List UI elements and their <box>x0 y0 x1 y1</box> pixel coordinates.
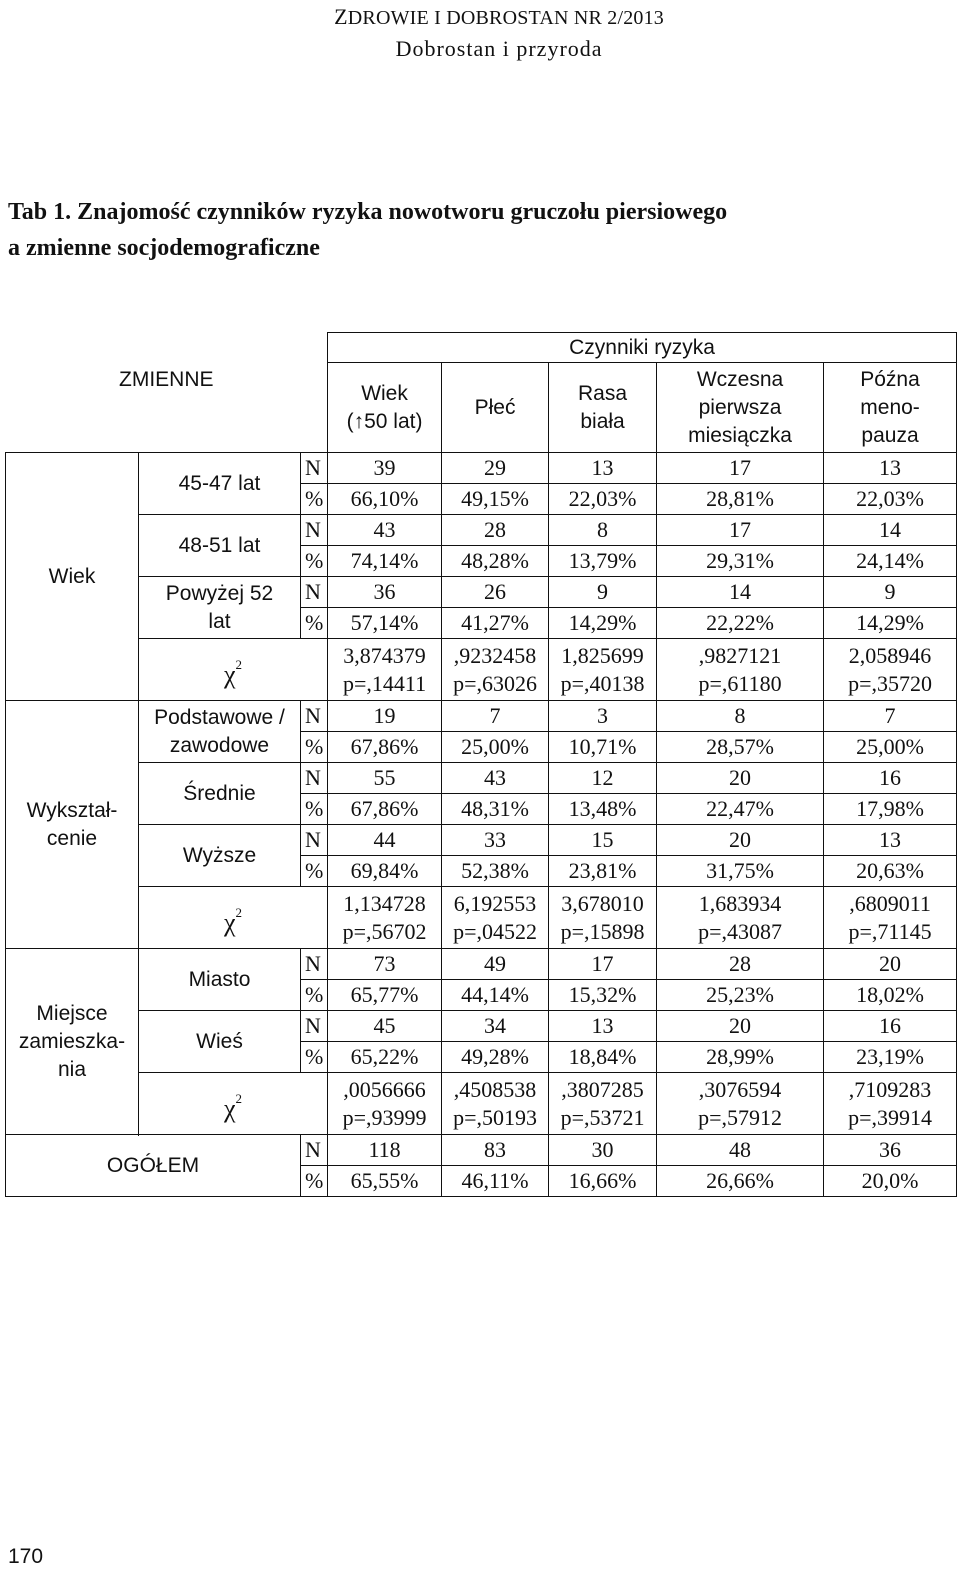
caption-line-2: a zmienne socjodemograficzne <box>8 235 320 261</box>
group-education: Wykształ- cenie <box>6 701 139 949</box>
table-row: Wykształ- cenie Podstawowe / zawodowe N 19 7 3 8 7 <box>6 701 957 732</box>
table-row: Wiek 45-47 lat N 39 29 13 17 13 <box>6 453 957 484</box>
table-row: % 67,86% 48,31% 13,48% 22,47% 17,98% <box>6 794 957 825</box>
journal-title: ZDROWIE I DOBROSTAN NR 2/2013 <box>334 4 664 29</box>
sub-age-over-52: Powyżej 52 lat <box>139 577 301 639</box>
caption-line-1: Tab 1. Znajomość czynników ryzyka nowotworu gruczołu piersiowego <box>8 199 728 225</box>
col-header-menarche: Wczesna pierwsza miesiączka <box>657 363 824 453</box>
pct-label: % <box>301 608 328 639</box>
pct-label: % <box>301 1042 328 1073</box>
n-label: N <box>301 577 328 608</box>
group-age: Wiek <box>6 453 139 701</box>
sub-education-basic: Podstawowe / zawodowe <box>139 701 301 763</box>
pct-label: % <box>301 856 328 887</box>
table-row: Średnie N 55 43 12 20 16 <box>6 763 957 794</box>
chi-square-label: $\chi^2$ <box>139 639 328 701</box>
pct-label: % <box>301 484 328 515</box>
page-number: 170 <box>8 1545 44 1568</box>
table-row: % 74,14% 48,28% 13,79% 29,31% 24,14% <box>6 546 957 577</box>
sub-residence-city: Miasto <box>139 949 301 1011</box>
table-row: % 65,22% 49,28% 18,84% 28,99% 23,19% <box>6 1042 957 1073</box>
chi-square-label: $\chi^2$ <box>139 1073 328 1135</box>
chi-square-row: $\chi^2$ 3,874379 p=,14411 ,9232458 p=,63026 1,825699 p=,40138 ,9827121 p=,61180 2,058946 p=,35720 <box>6 639 957 701</box>
header-row-1 <box>6 333 957 363</box>
group-residence: Miejsce zamieszka- nia <box>6 949 139 1135</box>
table-row: Miejsce zamieszka- nia Miasto N 73 49 17 28 20 <box>6 949 957 980</box>
n-label: N <box>301 701 328 732</box>
pct-label: % <box>301 732 328 763</box>
n-label: N <box>301 763 328 794</box>
sub-education-higher: Wyższe <box>139 825 301 887</box>
sub-age-45-47: 45-47 lat <box>139 453 301 515</box>
total-label: OGÓŁEM <box>6 1135 301 1197</box>
col-header-race: Rasa biała <box>549 363 657 453</box>
pct-label: % <box>301 1166 328 1197</box>
table-row: % 69,84% 52,38% 23,81% 31,75% 20,63% <box>6 856 957 887</box>
table-row: 48-51 lat N 43 28 8 17 14 <box>6 515 957 546</box>
table-row: Wyższe N 44 33 15 20 13 <box>6 825 957 856</box>
sub-education-secondary: Średnie <box>139 763 301 825</box>
pct-label: % <box>301 546 328 577</box>
n-label: N <box>301 949 328 980</box>
table-row: % 66,10% 49,15% 22,03% 28,81% 22,03% <box>6 484 957 515</box>
n-label: N <box>301 1135 328 1166</box>
risk-factor-table <box>5 332 957 1197</box>
sub-residence-village: Wieś <box>139 1011 301 1073</box>
running-head <box>334 0 664 66</box>
n-label: N <box>301 453 328 484</box>
table-caption <box>8 194 948 266</box>
table-row: % 67,86% 25,00% 10,71% 28,57% 25,00% <box>6 732 957 763</box>
col-header-sex: Płeć <box>442 363 549 453</box>
table-row: Powyżej 52 lat N 36 26 9 14 9 <box>6 577 957 608</box>
table-row: % 57,14% 41,27% 14,29% 22,22% 14,29% <box>6 608 957 639</box>
col-header-menopause: Późna meno- pauza <box>824 363 957 453</box>
n-label: N <box>301 515 328 546</box>
n-label: N <box>301 825 328 856</box>
table-row: Wieś N 45 34 13 20 16 <box>6 1011 957 1042</box>
table-row: % 65,55% 46,11% 16,66% 26,66% 20,0% <box>6 1166 957 1197</box>
pct-label: % <box>301 980 328 1011</box>
section-title: Dobrostan i przyroda <box>395 36 603 61</box>
col-header-age: Wiek (↑50 lat) <box>328 363 442 453</box>
n-label: N <box>301 1011 328 1042</box>
chi-square-row: $\chi^2$ ,0056666 p=,93999 ,4508538 p=,50193 ,3807285 p=,53721 ,3076594 p=,57912 ,7109283 p=,39914 <box>6 1073 957 1135</box>
table-row: OGÓŁEM N 118 83 30 48 36 <box>6 1135 957 1166</box>
table-row: % 65,77% 44,14% 15,32% 25,23% 18,02% <box>6 980 957 1011</box>
chi-square-label: $\chi^2$ <box>139 887 328 949</box>
pct-label: % <box>301 794 328 825</box>
risk-factors-header: Czynniki ryzyka <box>328 333 957 363</box>
sub-age-48-51: 48-51 lat <box>139 515 301 577</box>
arrow-up-icon: ↑ <box>353 409 365 433</box>
variables-header: ZMIENNE <box>119 368 214 392</box>
chi-square-row: $\chi^2$ 1,134728 p=,56702 6,192553 p=,04522 3,678010 p=,15898 1,683934 p=,43087 ,6809011 p=,71145 <box>6 887 957 949</box>
